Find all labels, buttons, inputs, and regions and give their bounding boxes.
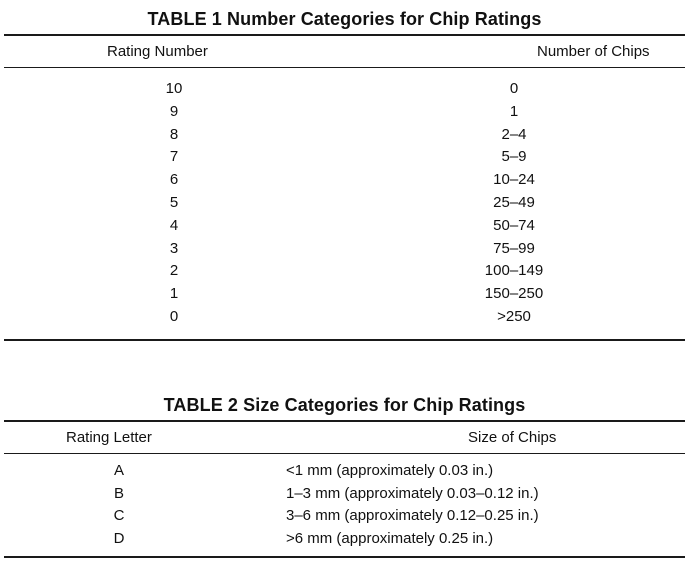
table-row [4, 460, 685, 483]
table-cell-text: D [113, 529, 125, 547]
table-cell [4, 146, 344, 169]
table-cell-text: 3–6 mm (approximately 0.12–0.25 in.) [286, 507, 539, 524]
table-cell-text: 5 [169, 193, 179, 211]
table-2-bottom-rule [4, 556, 685, 558]
table-cell [4, 124, 344, 147]
table-row [4, 505, 685, 528]
table-2 [4, 394, 685, 558]
table-cell-text: 25–49 [493, 193, 535, 211]
table-cell [4, 169, 344, 192]
table-cell [4, 78, 344, 101]
table-2-title: TABLE 2 Size Categories for Chip Ratings [163, 395, 526, 415]
table-cell-text: 10–24 [493, 171, 535, 189]
table-cell [344, 192, 685, 215]
table-cell-text: 150–250 [484, 285, 544, 303]
table-row [4, 283, 685, 306]
table-cell-text: B [113, 484, 124, 502]
column-header-rating-letter: Rating Letter [66, 429, 152, 446]
table-1-header [4, 36, 685, 67]
table-cell-text: 6 [169, 171, 179, 189]
table-cell-text: C [113, 507, 125, 524]
table-cell [234, 505, 685, 528]
table-row [4, 192, 685, 215]
table-row [4, 306, 685, 329]
table-cell-text: 9 [169, 102, 179, 120]
table-row [4, 146, 685, 169]
table-cell-text: 50–74 [493, 216, 535, 234]
table-row [4, 260, 685, 283]
table-cell-text: >6 mm (approximately 0.25 in.) [286, 529, 494, 547]
table-cell [4, 528, 234, 551]
table-cell [344, 169, 685, 192]
table-cell [4, 283, 344, 306]
table-cell-text: 2 [169, 262, 179, 280]
table-row [4, 238, 685, 261]
table-row [4, 483, 685, 506]
table-cell-text: 0 [169, 307, 179, 325]
table-cell [344, 124, 685, 147]
table-1-body [4, 78, 685, 329]
table-cell [4, 260, 344, 283]
table-cell [344, 283, 685, 306]
table-cell-text: >250 [497, 307, 531, 325]
table-cell-text: 5–9 [501, 148, 527, 166]
table-cell [4, 483, 234, 506]
table-cell-text: A [113, 462, 124, 479]
table-cell [344, 146, 685, 169]
table-cell [344, 260, 685, 283]
table-cell [344, 101, 685, 124]
column-header-number-of-chips: Number of Chips [537, 43, 650, 60]
table-cell-text: 8 [169, 125, 179, 143]
table-row [4, 215, 685, 238]
table-cell [234, 460, 685, 483]
table-cell-text: 0 [509, 80, 519, 97]
table-cell-text: 1 [509, 102, 519, 120]
table-row [4, 101, 685, 124]
table-cell [4, 460, 234, 483]
table-cell [234, 483, 685, 506]
table-cell-text: 75–99 [493, 239, 535, 257]
table-cell [4, 505, 234, 528]
table-1 [4, 8, 685, 341]
table-cell [234, 528, 685, 551]
table-cell [344, 78, 685, 101]
table-cell-text: 3 [169, 239, 179, 257]
table-cell [344, 306, 685, 329]
table-cell-text: 100–149 [484, 262, 544, 280]
column-header-rating-number: Rating Number [107, 43, 208, 60]
table-cell [4, 101, 344, 124]
table-cell-text: 10 [165, 80, 183, 97]
table-cell [4, 238, 344, 261]
table-cell [4, 306, 344, 329]
table-cell-text: 1 [169, 285, 179, 303]
table-row [4, 169, 685, 192]
table-cell [344, 215, 685, 238]
table-row [4, 124, 685, 147]
table-row [4, 78, 685, 101]
table-2-body [4, 460, 685, 550]
table-cell [4, 215, 344, 238]
column-header-size-of-chips: Size of Chips [468, 429, 557, 446]
table-cell-text: 1–3 mm (approximately 0.03–0.12 in.) [286, 484, 539, 502]
table-cell [344, 238, 685, 261]
table-row [4, 528, 685, 551]
table-cell-text: <1 mm (approximately 0.03 in.) [286, 462, 494, 479]
table-cell-text: 7 [169, 148, 179, 166]
table-1-title: TABLE 1 Number Categories for Chip Ratings [147, 9, 542, 29]
table-1-bottom-rule [4, 339, 685, 341]
table-cell-text: 2–4 [501, 125, 527, 143]
table-2-header [4, 422, 685, 453]
table-cell-text: 4 [169, 216, 179, 234]
table-cell [4, 192, 344, 215]
